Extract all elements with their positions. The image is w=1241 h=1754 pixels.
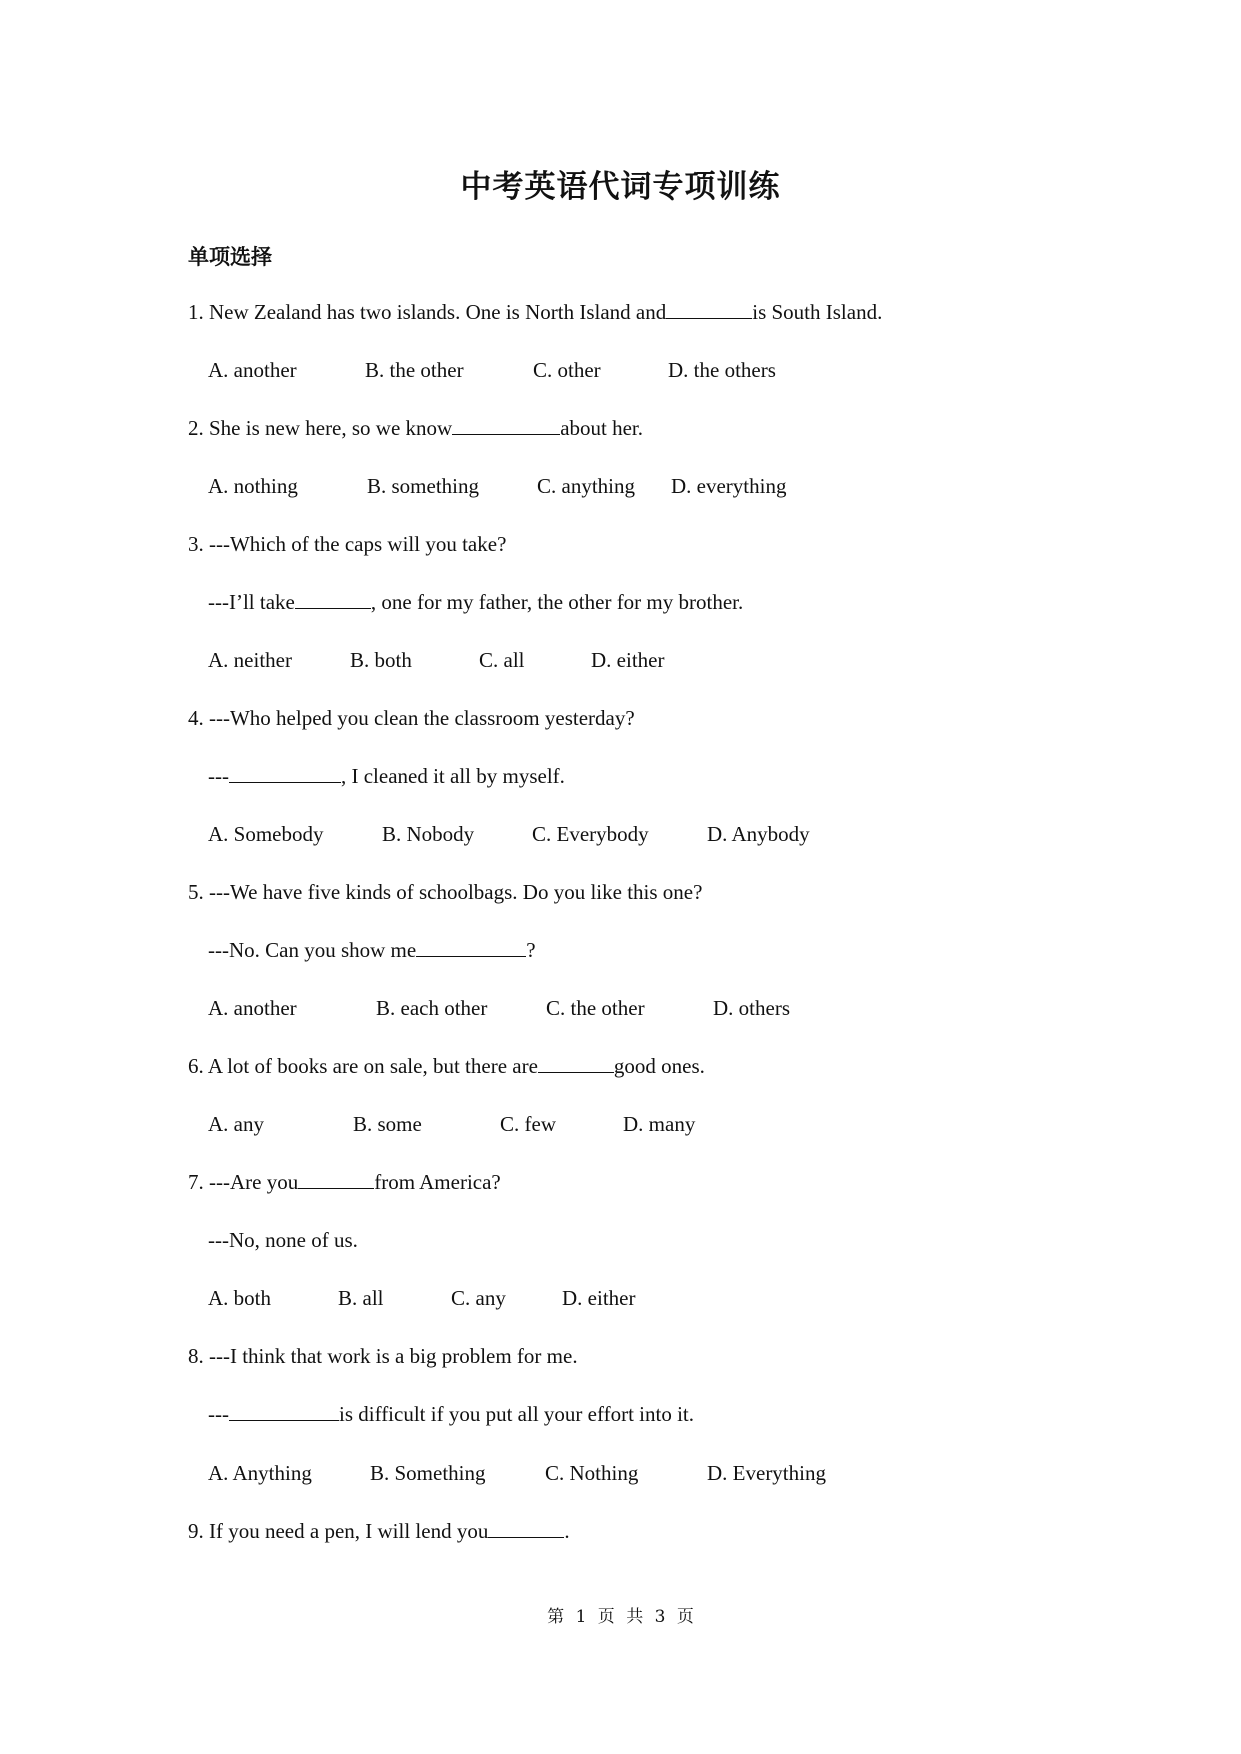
option-b: B. both xyxy=(350,648,412,672)
question-4-reply: --- , I cleaned it all by myself. xyxy=(208,764,565,788)
question-5-stem: 5. ---We have five kinds of schoolbags. Do you like this one? xyxy=(188,880,703,904)
page-footer: 第 1 页 共 3 页 xyxy=(547,1607,694,1627)
option-b: B. each other xyxy=(376,996,488,1020)
option-c: C. Everybody xyxy=(532,822,649,846)
option-a: A. another xyxy=(208,358,297,382)
question-8-reply: --- is difficult if you put all your effort into it. xyxy=(208,1402,694,1426)
section-heading: 单项选择 xyxy=(188,245,272,269)
option-d: D. the others xyxy=(668,358,776,382)
answer-blank xyxy=(666,300,752,319)
option-b: B. Something xyxy=(370,1461,486,1485)
option-c: C. anything xyxy=(537,474,635,498)
question-4-stem: 4. ---Who helped you clean the classroom yesterday? xyxy=(188,706,635,730)
option-d: D. others xyxy=(713,996,790,1020)
option-d: D. many xyxy=(623,1112,696,1136)
question-6-stem: 6. A lot of books are on sale, but there are good ones. xyxy=(188,1054,705,1078)
answer-blank xyxy=(295,590,371,609)
answer-blank xyxy=(298,1170,374,1189)
option-d: D. Anybody xyxy=(707,822,810,846)
option-a: A. Anything xyxy=(208,1461,312,1485)
option-c: C. the other xyxy=(546,996,645,1020)
question-9-stem: 9. If you need a pen, I will lend you . xyxy=(188,1519,570,1543)
option-b: B. something xyxy=(367,474,480,498)
option-c: C. any xyxy=(451,1286,506,1310)
option-a: A. nothing xyxy=(208,474,298,498)
option-a: A. neither xyxy=(208,648,292,672)
option-b: B. some xyxy=(353,1112,422,1136)
question-7-stem: 7. ---Are you from America? xyxy=(188,1170,501,1194)
option-c: C. Nothing xyxy=(545,1461,639,1485)
option-a: A. both xyxy=(208,1286,271,1310)
option-b: B. the other xyxy=(365,358,464,382)
option-d: D. Everything xyxy=(707,1461,826,1485)
option-b: B. Nobody xyxy=(382,822,475,846)
option-c: C. all xyxy=(479,648,525,672)
question-1-stem: 1. New Zealand has two islands. One is North Island and is South Island. xyxy=(188,300,883,324)
option-a: A. any xyxy=(208,1112,264,1136)
answer-blank xyxy=(452,416,560,435)
answer-blank xyxy=(538,1054,614,1073)
question-3-stem: 3. ---Which of the caps will you take? xyxy=(188,532,507,556)
option-d: D. either xyxy=(562,1286,636,1310)
question-3-reply: ---I’ll take , one for my father, the other for my brother. xyxy=(208,590,744,614)
option-d: D. either xyxy=(591,648,665,672)
question-8-stem: 8. ---I think that work is a big problem for me. xyxy=(188,1344,578,1368)
page-title: 中考英语代词专项训练 xyxy=(460,169,781,205)
option-a: A. Somebody xyxy=(208,822,324,846)
question-7-reply: ---No, none of us. xyxy=(208,1228,358,1252)
answer-blank xyxy=(229,1402,339,1421)
answer-blank xyxy=(416,938,526,957)
answer-blank xyxy=(488,1519,564,1538)
question-2-stem: 2. She is new here, so we know about her. xyxy=(188,416,644,440)
option-d: D. everything xyxy=(671,474,787,498)
option-c: C. few xyxy=(500,1112,556,1136)
question-5-reply: ---No. Can you show me ? xyxy=(208,938,536,962)
answer-blank xyxy=(229,764,341,783)
option-c: C. other xyxy=(533,358,601,382)
option-b: B. all xyxy=(338,1286,384,1310)
option-a: A. another xyxy=(208,996,297,1020)
